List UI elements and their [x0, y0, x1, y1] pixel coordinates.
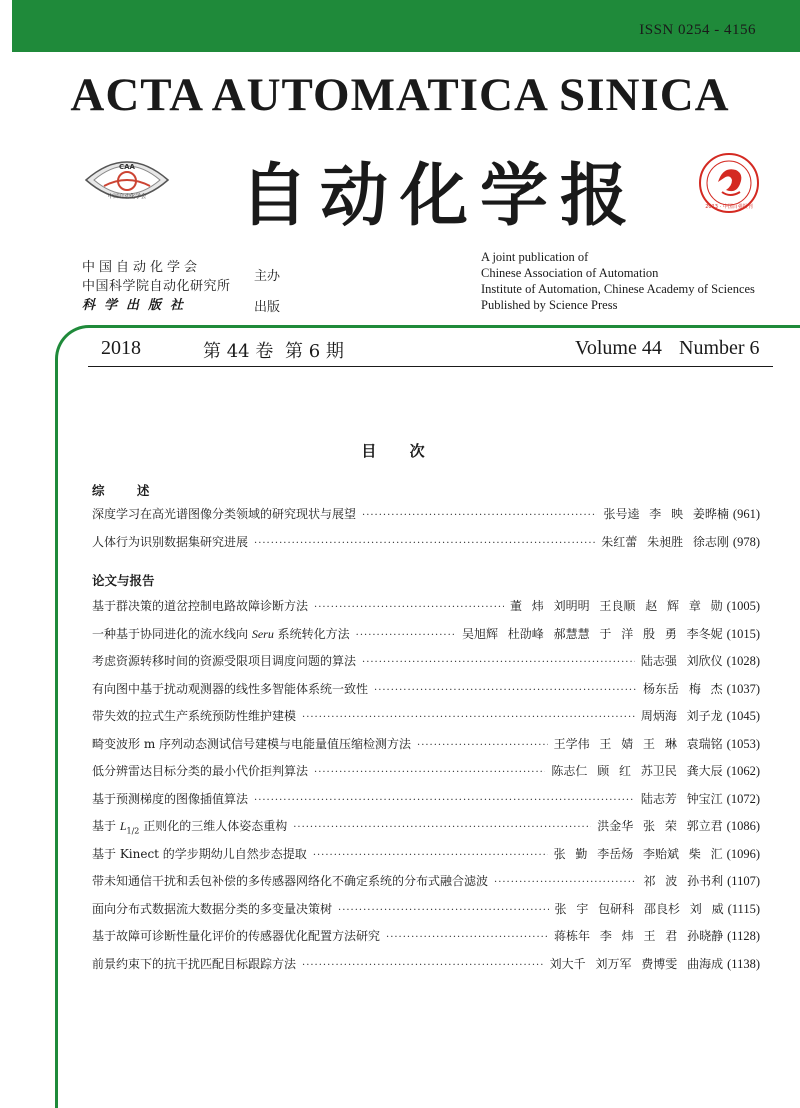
entry-page: (1086) — [726, 819, 760, 833]
entry-title[interactable]: 带失效的拉式生产系统预防性维护建模 — [92, 709, 297, 723]
toc-entries-review — [92, 505, 760, 560]
leader-dots — [302, 712, 635, 723]
entry-page: (1005) — [726, 599, 760, 613]
entry-authors: 周炳海 刘子龙 — [640, 709, 723, 723]
entry-page: (961) — [732, 507, 760, 521]
leader-dots — [314, 602, 504, 613]
entry-title-italic: Seru — [251, 626, 274, 641]
toc-entry[interactable] — [92, 900, 760, 928]
leader-dots — [302, 960, 544, 971]
entry-page: (1037) — [726, 681, 760, 696]
issn: ISSN 0254 - 4156 — [639, 22, 756, 38]
entry-page: (1138) — [727, 956, 760, 971]
entry-title[interactable]: 有向图中基于扰动观测器的线性多智能体系统一致性 — [92, 681, 369, 696]
publishers-en-line: Chinese Association of Automation — [481, 266, 659, 280]
issue-info — [0, 337, 800, 365]
volume-en: Volume 44 — [575, 337, 662, 359]
entry-authors: 吴旭辉 杜劭峰 郝慧慧 于 洋 殷 勇 李冬妮 — [461, 626, 723, 641]
entry-title[interactable] — [92, 817, 287, 835]
toc-entry[interactable] — [92, 707, 760, 735]
toc-entry[interactable] — [92, 625, 760, 653]
sponsor-caa: 中国自动化学会 — [82, 260, 202, 275]
caa-logo-text: CAA — [119, 163, 135, 171]
toc-entry[interactable] — [92, 762, 760, 790]
sponsor-role: 主办 — [254, 269, 281, 284]
entry-title-part: 基于 — [92, 819, 120, 833]
toc-entry[interactable] — [92, 817, 760, 845]
leader-dots — [356, 630, 456, 641]
entry-title[interactable]: 基于预测梯度的图像插值算法 — [92, 791, 249, 806]
entry-authors: 张 宇 包研科 邵良杉 刘 威 — [554, 901, 724, 916]
entry-page: (1028) — [726, 654, 760, 668]
entry-title[interactable]: 基于 Kinect 的学步期幼儿自然步态提取 — [92, 846, 307, 861]
entry-title[interactable]: 前景约束下的抗干扰匹配目标跟踪方法 — [92, 956, 297, 971]
seal-text: 2013 · 中国百强报刊 — [705, 204, 753, 210]
entry-title[interactable]: 人体行为识别数据集研究进展 — [92, 534, 249, 549]
entry-title-part: 系统转化方法 — [273, 626, 350, 641]
toc-title: 目 次 — [361, 442, 439, 460]
entry-authors: 陆志强 刘欣仪 — [640, 654, 723, 668]
entry-authors: 祁 波 孙书利 — [643, 874, 724, 888]
entry-title[interactable]: 基于群决策的道岔控制电路故障诊断方法 — [92, 599, 309, 613]
issue-year: 2018 — [101, 337, 141, 359]
leader-dots — [374, 685, 637, 696]
leader-dots — [254, 538, 595, 549]
toc-entries-papers — [92, 597, 760, 982]
entry-authors: 陆志芳 钟宝江 — [640, 791, 723, 806]
publisher-role: 出版 — [254, 300, 281, 315]
toc-entry[interactable] — [92, 735, 760, 763]
toc-entry[interactable] — [92, 597, 760, 625]
entry-page: (1045) — [726, 709, 760, 723]
entry-title[interactable] — [92, 625, 350, 642]
leader-dots — [417, 740, 548, 751]
entry-title[interactable]: 低分辨雷达目标分类的最小代价拒判算法 — [92, 764, 309, 778]
toc-entry[interactable] — [92, 790, 760, 818]
toc-entry[interactable] — [92, 845, 760, 873]
entry-authors: 朱红蕾 朱昶胜 徐志刚 — [601, 534, 729, 549]
toc-entry[interactable] — [92, 680, 760, 708]
top100-seal-icon — [698, 152, 760, 214]
entry-authors: 张号逵 李 映 姜晔楠 — [603, 507, 729, 521]
section-heading-papers: 论文与报告 — [92, 573, 155, 588]
entry-page: (1062) — [726, 764, 760, 778]
publishers-en-line: Published by Science Press — [481, 298, 618, 312]
entry-page: (978) — [732, 534, 760, 549]
leader-dots — [362, 657, 635, 668]
entry-page: (1107) — [727, 874, 760, 888]
entry-title-part: 一种基于协同进化的流水线向 — [92, 626, 252, 641]
entry-title-subscript: 1/2 — [126, 826, 140, 836]
volume-cn: 第 44 卷 — [203, 341, 274, 362]
leader-dots — [362, 510, 597, 521]
entry-authors: 董 炜 刘明明 王良顺 赵 辉 章 勋 — [509, 599, 723, 613]
entry-authors: 张 勤 李岳炀 李贻斌 柴 汇 — [553, 846, 723, 861]
leader-dots — [254, 795, 635, 806]
entry-authors: 蒋栋年 李 炜 王 君 孙晓静 — [554, 929, 724, 943]
entry-title-part: 正则化的三维人体姿态重构 — [139, 819, 288, 833]
number-cn: 第 6 期 — [285, 341, 344, 362]
entry-authors: 洪金华 张 荣 郭立君 — [597, 819, 723, 833]
number-en: Number 6 — [679, 337, 760, 359]
entry-title[interactable]: 基于故障可诊断性量化评价的传感器优化配置方法研究 — [92, 929, 381, 943]
issue-divider — [88, 366, 773, 367]
toc-entry[interactable] — [92, 927, 760, 955]
entry-title[interactable]: 面向分布式数据流大数据分类的多变量决策树 — [92, 901, 333, 916]
section-heading-review: 综 述 — [92, 483, 164, 498]
leader-dots — [386, 932, 548, 943]
caa-logo-subtext: 中国自动化学会 — [107, 194, 147, 200]
entry-page: (1053) — [726, 736, 760, 751]
caa-logo-icon — [82, 150, 172, 210]
entry-page: (1128) — [727, 929, 760, 943]
entry-page: (1096) — [726, 846, 760, 861]
entry-page: (1015) — [726, 626, 760, 641]
entry-title[interactable]: 深度学习在高光谱图像分类领域的研究现状与展望 — [92, 507, 357, 521]
toc-entry[interactable] — [92, 872, 760, 900]
publishers-en-line: A joint publication of — [481, 250, 589, 264]
entry-authors: 王学伟 王 婧 王 琳 袁瑞铭 — [553, 736, 723, 751]
sponsors-cn — [82, 258, 231, 315]
leader-dots — [314, 767, 545, 778]
entry-title[interactable]: 带未知通信干扰和丢包补偿的多传感器网络化不确定系统的分布式融合滤波 — [92, 874, 489, 888]
journal-title-en: ACTA AUTOMATICA SINICA — [70, 69, 730, 121]
entry-page: (1072) — [726, 791, 760, 806]
entry-authors: 陈志仁 顾 红 苏卫民 龚大辰 — [551, 764, 723, 778]
entry-title-italic: L — [119, 819, 127, 833]
entry-authors: 杨东岳 梅 杰 — [643, 681, 723, 696]
entry-page: (1115) — [727, 901, 760, 916]
leader-dots — [494, 877, 637, 888]
entry-title[interactable]: 畸变波形 m 序列动态测试信号建模与电能量值压缩检测方法 — [92, 736, 412, 751]
publishers-en — [481, 249, 755, 313]
entry-authors: 刘大千 刘万军 费博雯 曲海成 — [549, 956, 724, 971]
toc-entry[interactable] — [92, 955, 760, 983]
toc-entry[interactable] — [92, 652, 760, 680]
entry-title[interactable]: 考虑资源转移时间的资源受限项目调度问题的算法 — [92, 654, 357, 668]
publishers-en-line: Institute of Automation, Chinese Academy of Sciences — [481, 282, 755, 296]
leader-dots — [293, 822, 591, 833]
sponsor-ia-cas: 中国科学院自动化研究所 — [82, 279, 231, 294]
leader-dots — [338, 905, 549, 916]
leader-dots — [313, 850, 548, 861]
publisher-science-press: 科学出版社 — [82, 298, 193, 313]
toc-entry[interactable] — [92, 505, 760, 533]
toc-entry[interactable] — [92, 533, 760, 561]
journal-title-cn: 自动化学报 — [239, 157, 640, 236]
